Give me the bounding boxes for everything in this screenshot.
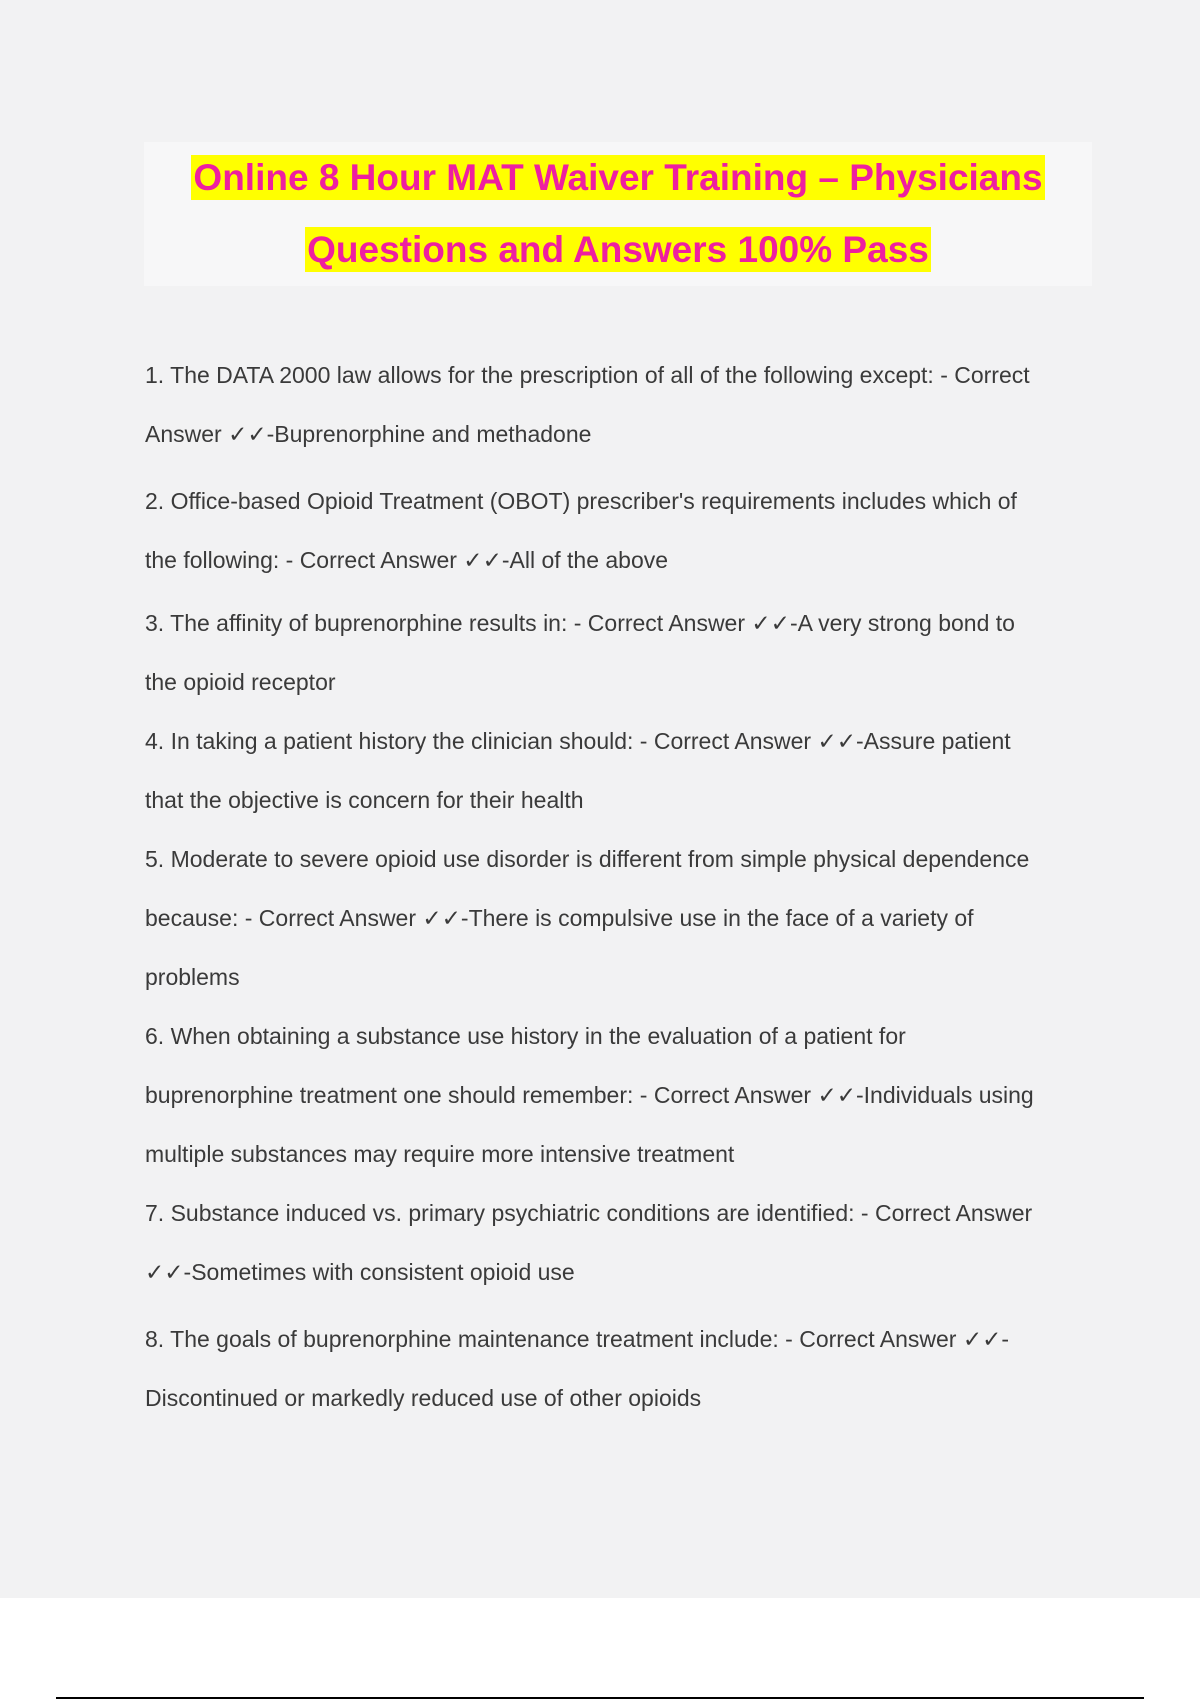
- title-line-2-text: Questions and Answers 100% Pass: [307, 229, 929, 270]
- question-4-line-2: that the objective is concern for their health: [145, 787, 584, 813]
- question-7-line-1: 7. Substance induced vs. primary psychiatric conditions are identified: - Correct Answer: [145, 1200, 1033, 1226]
- question-7-line-2: ✓✓-Sometimes with consistent opioid use: [145, 1259, 575, 1285]
- question-1-line-2: Answer ✓✓-Buprenorphine and methadone: [145, 421, 592, 447]
- question-item-1: [145, 346, 1095, 464]
- question-6-line-1: 6. When obtaining a substance use history in the evaluation of a patient for: [145, 1023, 906, 1049]
- question-item-2: [145, 472, 1095, 590]
- question-3-line-1: 3. The affinity of buprenorphine results in: - Correct Answer ✓✓-A very strong bond to: [145, 610, 1015, 636]
- question-3-line-2: the opioid receptor: [145, 669, 336, 695]
- question-item-3: [145, 594, 1095, 712]
- question-5-line-1: 5. Moderate to severe opioid use disorder is different from simple physical dependence: [145, 846, 1030, 872]
- question-2-line-2: the following: - Correct Answer ✓✓-All of the above: [145, 547, 669, 573]
- footer-divider: [56, 1697, 1144, 1699]
- question-item-5: [145, 830, 1095, 1007]
- title-line-1: [144, 142, 1092, 214]
- question-item-6: [145, 1007, 1095, 1184]
- question-item-4: [145, 712, 1095, 830]
- title-line-2: [144, 214, 1092, 286]
- question-5-line-2: because: - Correct Answer ✓✓-There is compulsive use in the face of a variety of: [145, 905, 974, 931]
- question-8-line-2: Discontinued or markedly reduced use of other opioids: [145, 1385, 702, 1411]
- title-line-1-text: Online 8 Hour MAT Waiver Training – Physicians: [193, 157, 1043, 198]
- question-4-line-1: 4. In taking a patient history the clinician should: - Correct Answer ✓✓-Assure patient: [145, 728, 1011, 754]
- question-6-line-2: buprenorphine treatment one should remember: - Correct Answer ✓✓-Individuals using: [145, 1082, 1034, 1108]
- question-5-line-3: problems: [145, 964, 240, 990]
- question-8-line-1: 8. The goals of buprenorphine maintenance treatment include: - Correct Answer ✓✓-: [145, 1326, 1010, 1352]
- question-item-8: [145, 1310, 1095, 1428]
- question-6-line-3: multiple substances may require more intensive treatment: [145, 1141, 735, 1167]
- question-2-line-1: 2. Office-based Opioid Treatment (OBOT) prescriber's requirements includes which of: [145, 488, 1017, 514]
- question-item-7: [145, 1184, 1095, 1302]
- document-title: [144, 142, 1092, 286]
- question-list: [145, 346, 1095, 1428]
- question-1-line-1: 1. The DATA 2000 law allows for the prescription of all of the following except: - Correct: [145, 362, 1030, 388]
